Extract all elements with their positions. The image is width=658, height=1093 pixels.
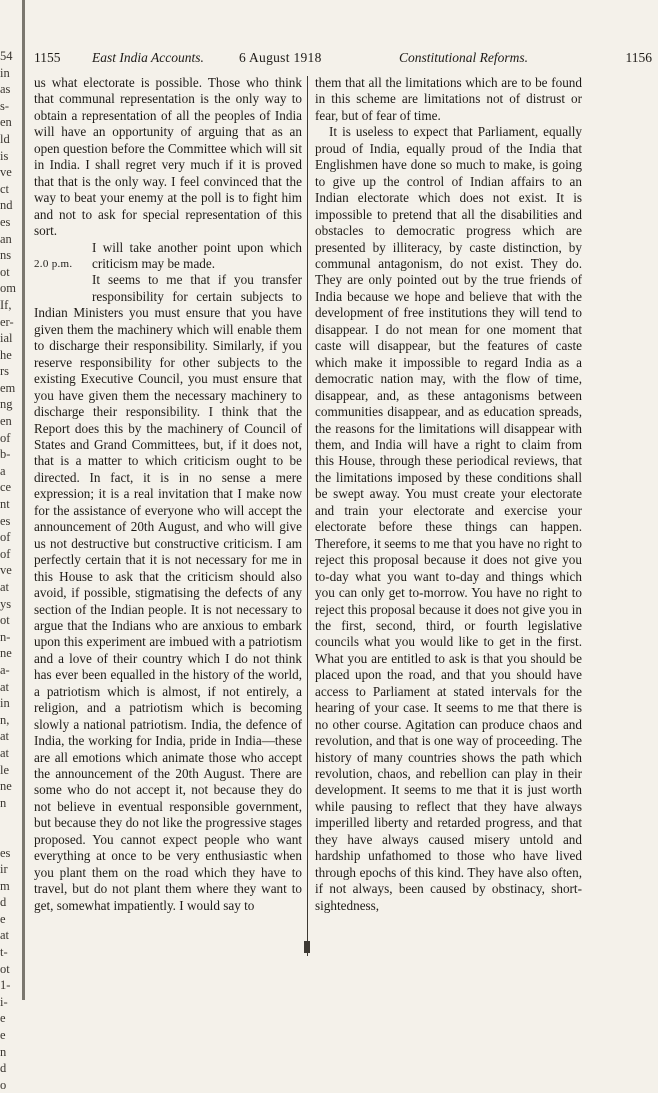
right-column-number: 1156 bbox=[625, 50, 652, 65]
facing-page-fragment: as bbox=[0, 82, 11, 97]
facing-page-fragment: ng bbox=[0, 397, 13, 412]
sitting-date: 6 August 1918 bbox=[239, 50, 322, 65]
facing-page-fragment: ns bbox=[0, 248, 12, 263]
facing-page-fragment: is bbox=[0, 148, 9, 163]
facing-page-fragment: n bbox=[0, 1044, 7, 1059]
facing-page-fragment bbox=[0, 811, 21, 828]
facing-page-fragment: e bbox=[0, 1028, 6, 1043]
facing-page-fragment: nd bbox=[0, 198, 13, 213]
facing-page-fragment: ne bbox=[0, 646, 12, 661]
facing-page-fragment: em bbox=[0, 380, 16, 395]
left-paragraph-2: It seems to me that if you transfer responsibility for certain subjects to Indian Ministers you must ensure that you have given them the machinery which will enable them to discharge their responsibility. Similarly, if you reserve responsibility for other subjects to the existing Executive Council, you must ensure that you have given them the necessary machinery to discharge their responsibility. I think that the Report does this by the machinery of Council of States and Grand Committees, but, if it does not, that is a matter to which criticism ought to be directed. In fact, it is in no sense a mere expression; it is a real invitation that I make now for the assistance of everyone who will accept the announcement of 20th August, and who will give us not destructive but constructive criticism. I am perfectly certain that it is not necessary for me in this House to ask that the criticism should also avoid, if possible, stigmatising the defects of any section of the Indian people. It is not necessary to argue that the Indians who are anxious to embark upon this experiment are imbued with a patriotism and a love of their country which I do not think has ever been equalled in the history of the world, a patriotism which is almost, if not entirely, a religion, and a patriotism which is becoming slowly a national patriotism. India, the defence of India, the working for India, pride in India—these are all emotions which animate those who accept the announcement of the 20th August. There are some who do not accept it, not because they do not believe in eventual responsible government, but because they do not like the progressive stages proposed. You cannot expect people who want everything at once to be very enthusiastic when you plant them on the road which they have to travel, but do not plant them where they want to get, somewhat impatiently. I would say to bbox=[34, 272, 302, 913]
running-header bbox=[34, 50, 652, 68]
facing-page-fragment: ot bbox=[0, 961, 10, 976]
facing-page-fragment: en bbox=[0, 115, 12, 130]
facing-page-fragment: es bbox=[0, 214, 11, 229]
facing-page-fragment: n bbox=[0, 795, 7, 810]
left-column-number: 1155 bbox=[34, 50, 61, 65]
right-paragraph-2: It is useless to expect that Parliament, equally proud of India, equally proud of the India that Englishmen have done so much to make, is going to give up the control of Indian affairs to an Indian electorate which does not exist. It is impossible to pretend that all the disabilities and obstacles to democratic progress which are presented by illiteracy, by caste distinction, by communal antagonism, do not exist. They do. They are only pointed out by the true friends of India because we hope and believe that with the development of free institutions they will tend to disappear. I do not mean for one moment that caste will disappear, but the features of caste which make it impossible to regard India as a democratic nation may, with the flow of time, disappear, and, as these antagonisms between communities disappear, and as education spreads, the reasons for the limitations will disappear with them, and India will have a right to claim from this House, through these periodical reviews, that the limitations imposed by these conditions shall be swept away. You must create your electorate and train your electorate and exercise your electorate before these things can happen. Therefore, it seems to me that you have no right to reject this proposal because it does not give you to-day what you want to-day and things which you can only get to-morrow. You have no right to reject this proposal because it does not give you in the first, second, third, or fourth legislative councils what you would like to get in the first. What you are entitled to ask is that you should be placed upon the road, and that you should have access to Parliament at stated intervals for the hearing of your case. It seems to me that there is no other course. Agitation can produce chaos and revolution, and that is one way of proceeding. The history of many countries shows the path which revolution, chaos, and rebellion can play in their development. It seems to me that it is just worth while pausing to reflect that they have always imperilled liberty and retarded progress, and that they have always caused misery untold and hardship unfathomed to those who have lived through epochs of this kind. They have also often, if not always, been caused by obstinacy, short-sightedness, bbox=[315, 124, 582, 913]
right-running-title: Constitutional Reforms. bbox=[399, 50, 529, 65]
facing-page-fragment: at bbox=[0, 679, 10, 694]
facing-page-fragment: in bbox=[0, 65, 10, 80]
facing-page-fragment: ct bbox=[0, 181, 10, 196]
facing-page-fragment: d bbox=[0, 1061, 7, 1076]
column-divider-mark bbox=[304, 941, 310, 953]
facing-page-fragment: i- bbox=[0, 994, 8, 1009]
facing-page-fragment: of bbox=[0, 430, 11, 445]
facing-page-fragment: an bbox=[0, 231, 12, 246]
facing-page-fragment bbox=[0, 828, 21, 845]
facing-page-fragments bbox=[0, 65, 21, 1092]
column-divider bbox=[307, 76, 308, 956]
facing-page-fragment: ot bbox=[0, 613, 10, 628]
facing-page-fragment: d bbox=[0, 895, 7, 910]
binding-gutter bbox=[22, 0, 25, 1000]
facing-page-fragment: ys bbox=[0, 596, 12, 611]
facing-page-fragment: ld bbox=[0, 131, 10, 146]
facing-page-fragment: of bbox=[0, 546, 11, 561]
facing-page-fragment: at bbox=[0, 745, 10, 760]
facing-page-fragment: t- bbox=[0, 945, 8, 960]
facing-page-fragment: er- bbox=[0, 314, 14, 329]
time-margin-note: 2.0 p.m. bbox=[34, 257, 73, 270]
right-column bbox=[315, 75, 582, 914]
facing-page-fragment: a- bbox=[0, 662, 10, 677]
facing-page-fragment: m bbox=[0, 878, 10, 893]
left-paragraph-2-opening: I will take another point upon which criticism may be made. bbox=[92, 239, 302, 271]
facing-page-fragment: ot bbox=[0, 264, 10, 279]
left-paragraph-1: us what electorate is possible. Those who think that communal representation is the only way to obtain a representation of all the peoples of India will have an opportunity of arguing that as an open question before the Committee which will sit in India. I shall regret very much if it is proved that that is the only way. I feel convinced that the way to beat your enemy at the poll is to fight him and not to ask for special representation of this sort. bbox=[34, 75, 302, 239]
left-running-title: East India Accounts. bbox=[92, 50, 204, 65]
facing-page-fragment: ir bbox=[0, 862, 8, 877]
facing-page-fragment: at bbox=[0, 580, 10, 594]
facing-page-fragment: nt bbox=[0, 497, 10, 512]
facing-page-fragment: ial bbox=[0, 331, 13, 346]
facing-page-fragment: in bbox=[0, 696, 10, 711]
timestamp-block bbox=[34, 240, 302, 273]
facing-page-fragment: he bbox=[0, 347, 12, 362]
facing-page-fragment: at bbox=[0, 928, 10, 943]
facing-page-fragment: 1- bbox=[0, 978, 11, 993]
facing-page-fragment: es bbox=[0, 845, 11, 860]
facing-page-fragment: ne bbox=[0, 779, 12, 794]
facing-page-fragment: b- bbox=[0, 447, 11, 462]
facing-page-fragment: of bbox=[0, 530, 11, 545]
facing-page-edge bbox=[0, 48, 21, 1092]
facing-page-fragment: s- bbox=[0, 98, 10, 113]
facing-page-fragment: om bbox=[0, 281, 16, 296]
facing-page-fragment: at bbox=[0, 729, 10, 744]
facing-page-fragment: n, bbox=[0, 712, 10, 727]
facing-page-fragment: ve bbox=[0, 563, 12, 578]
facing-page-fragment: en bbox=[0, 414, 12, 429]
right-paragraph-1: them that all the limitations which are to be found in this scheme are limitations not of distrust or fear, but of fear of time. bbox=[315, 75, 582, 123]
facing-page-fragment: e bbox=[0, 911, 6, 926]
facing-page-fragment: e bbox=[0, 1011, 6, 1026]
facing-page-fragment: a bbox=[0, 463, 6, 478]
facing-page-fragment: o bbox=[0, 1077, 7, 1092]
facing-column-number: 54 bbox=[0, 49, 13, 63]
facing-page-fragment: es bbox=[0, 513, 11, 528]
left-column bbox=[34, 75, 302, 914]
facing-page-fragment: le bbox=[0, 762, 10, 777]
facing-page-fragment: If, bbox=[0, 297, 12, 312]
facing-page-fragment: ce bbox=[0, 480, 12, 495]
facing-page-fragment: ve bbox=[0, 165, 12, 180]
facing-page-fragment: n- bbox=[0, 629, 11, 644]
facing-page-fragment: rs bbox=[0, 364, 10, 379]
